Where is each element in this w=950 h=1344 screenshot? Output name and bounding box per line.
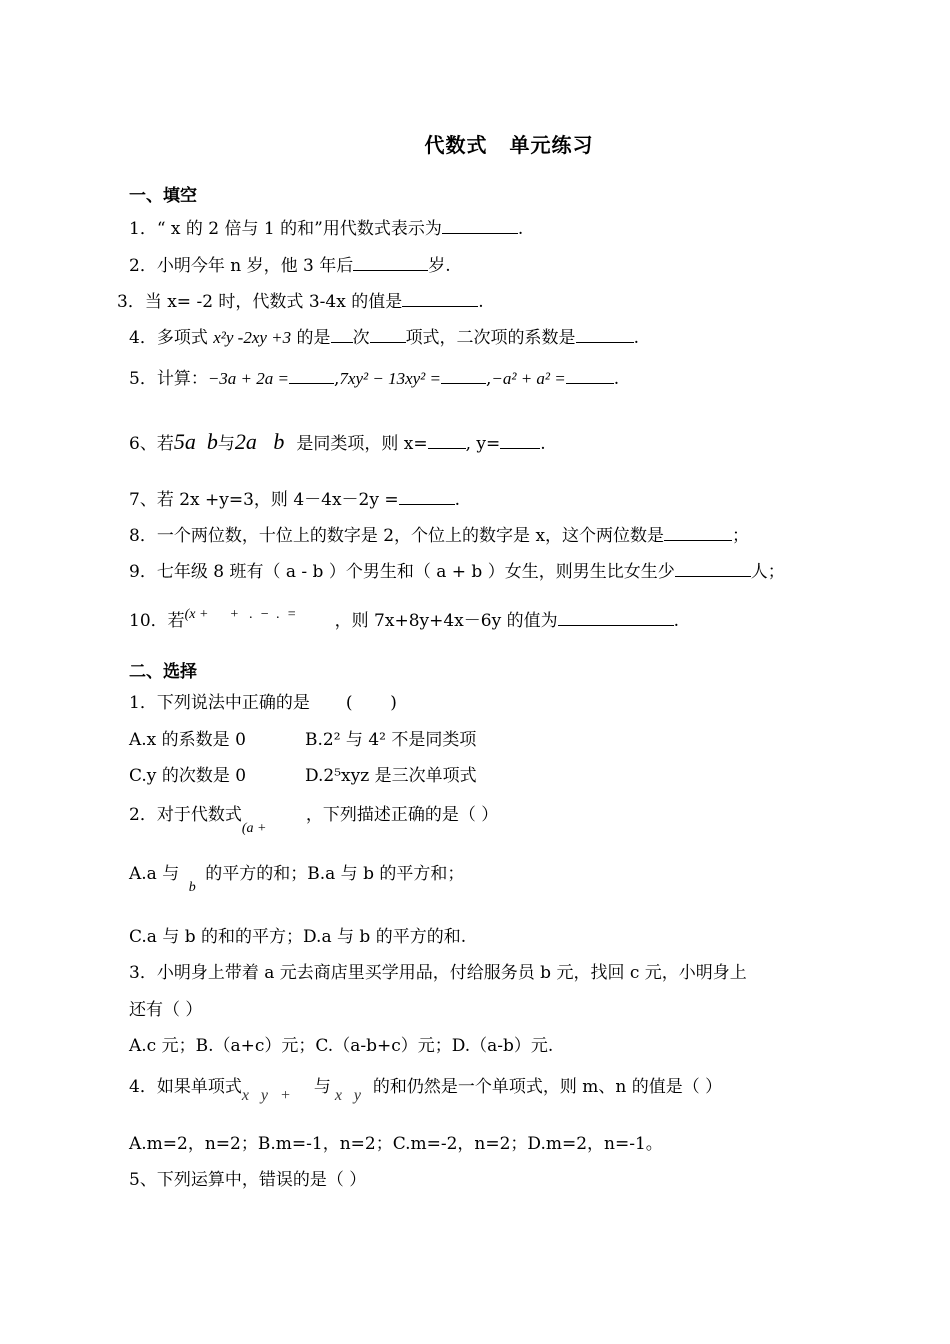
faint-expression: (a + [241, 821, 267, 836]
choice-q1-option-b[interactable]: B.2² 与 4² 不是同类项 [305, 730, 477, 750]
term2: 2a b [234, 429, 285, 454]
answer-blank[interactable] [576, 325, 634, 343]
polynomial: x²y -2xy +3 [213, 328, 292, 347]
choice-q2-options-cd[interactable]: C.a 与 b 的和的平方；D.a 与 b 的平方的和. [129, 927, 467, 947]
faint-variable: b [188, 880, 196, 895]
fill-q6: 6、若5a b与2a b 是同类项，则 x= , y= . [129, 429, 546, 454]
answer-blank[interactable] [370, 325, 406, 343]
fill-q1: 1．“ x 的 2 倍与 1 的和”用代数式表示为 . [129, 216, 523, 240]
choice-q4: 4．如果单项式x y + 与 x y 的和仍然是一个单项式，则 m、n 的值是（ ） [129, 1076, 722, 1107]
answer-blank[interactable] [441, 366, 486, 384]
choice-q2: 2．对于代数式(a +，下列描述正确的是（ ） [129, 804, 498, 840]
expr2: 7xy² − 13xy² = [339, 369, 441, 388]
choice-heading: 二、选择 [129, 662, 197, 682]
answer-blank[interactable] [402, 289, 478, 307]
answer-blank[interactable] [558, 608, 674, 626]
fill-heading: 一、填空 [129, 186, 197, 206]
choice-q1-option-d[interactable]: D.2⁵xyz 是三次单项式 [305, 766, 477, 786]
answer-blank[interactable] [566, 366, 614, 384]
choice-q3-options[interactable]: A.c 元；B.（a+c）元；C.（a-b+c）元；D.（a-b）元. [129, 1036, 554, 1056]
fill-q2: 2．小明今年 n 岁，他 3 年后 岁. [129, 253, 451, 277]
answer-blank[interactable] [331, 325, 353, 343]
faint-equation: (x + + . − . = [184, 607, 297, 622]
choice-q5: 5、下列运算中，错误的是（ ） [129, 1170, 367, 1190]
answer-blank[interactable] [442, 216, 518, 234]
answer-blank[interactable] [675, 559, 751, 577]
choice-q1: 1．下列说法中正确的是 ( ) [129, 693, 397, 713]
fill-q9: 9．七年级 8 班有（ a - b ）个男生和（ a + b ）女生，则男生比女生少 人； [129, 559, 785, 583]
answer-paren[interactable]: ( ) [345, 693, 397, 713]
answer-blank[interactable] [289, 366, 334, 384]
fill-q5: 5．计算：−3a + 2a = ,7xy² − 13xy² = ,−a² + a² = . [129, 366, 619, 390]
answer-blank[interactable] [353, 253, 428, 271]
title-part2: 单元练习 [509, 133, 594, 157]
faint-monomial1: x y + [241, 1087, 291, 1104]
title-part1: 代数式 [424, 133, 488, 157]
faint-monomial2: x y [334, 1087, 362, 1104]
expr3: −a² + a² = [491, 369, 566, 388]
choice-q2-options-ab[interactable]: A.a 与b的平方的和；B.a 与 b 的平方和； [129, 863, 464, 899]
choice-q1-option-c[interactable]: C.y 的次数是 0 [129, 766, 247, 786]
fill-q7: 7、若 2x +y=3，则 4－4x－2y = . [129, 487, 460, 511]
expr1: −3a + 2a = [207, 369, 289, 388]
choice-q4-options[interactable]: A.m=2，n=2；B.m=-1，n=2；C.m=-2，n=2；D.m=2，n=-1。 [129, 1134, 663, 1154]
term1: 5a b [173, 429, 218, 454]
choice-q3-line2[interactable]: 还有（ ） [129, 1000, 203, 1020]
answer-blank[interactable] [428, 431, 466, 449]
fill-q4: 4．多项式 x²y -2xy +3 的是 次 项式，二次项的系数是 . [129, 325, 639, 349]
choice-q3-line1: 3．小明身上带着 a 元去商店里买学用品，付给服务员 b 元，找回 c 元，小明身上 [129, 963, 747, 983]
answer-blank[interactable] [399, 487, 455, 505]
fill-q3: 3．当 x= -2 时，代数式 3-4x 的值是 . [117, 289, 484, 313]
page-title [0, 129, 950, 158]
answer-blank[interactable] [664, 523, 732, 541]
choice-q1-option-a[interactable]: A.x 的系数是 0 [129, 730, 246, 750]
answer-blank[interactable] [500, 431, 540, 449]
fill-q10: 10．若(x + + . − . = ，则 7x+8y+4x－6y 的值为 . [129, 604, 679, 632]
fill-q8: 8．一个两位数，十位上的数字是 2，个位上的数字是 x，这个两位数是 ； [129, 523, 749, 547]
